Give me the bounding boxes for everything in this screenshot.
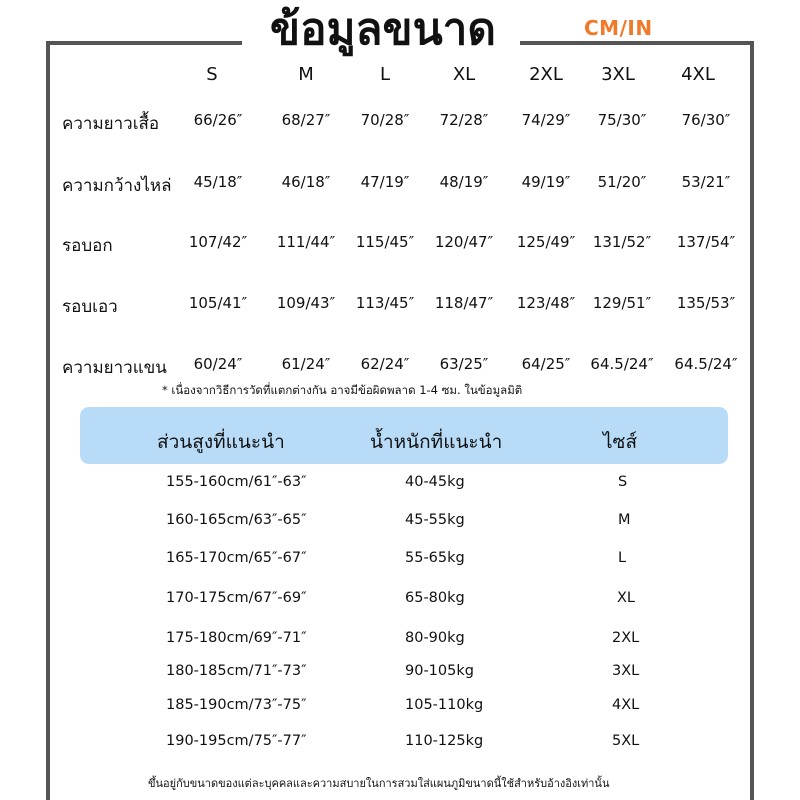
recommended-height: 180-185cm/71″-73″ — [166, 663, 307, 679]
measurement-value: 118/47″ — [434, 294, 494, 312]
measurement-value: 66/26″ — [193, 111, 243, 129]
size-header: L — [379, 64, 391, 85]
measurement-value: 63/25″ — [439, 355, 489, 373]
size-header: M — [298, 64, 314, 85]
recommended-weight: 105-110kg — [405, 697, 484, 713]
recommended-size: 5XL — [612, 733, 640, 749]
measurement-value: 125/49″ — [516, 233, 576, 251]
measurement-value: 53/21″ — [681, 173, 731, 191]
measurement-value: 75/30″ — [597, 111, 647, 129]
recommended-size: XL — [617, 590, 636, 606]
measurement-value: 131/52″ — [592, 233, 652, 251]
recommended-weight: 90-105kg — [405, 663, 474, 679]
measurement-value: 62/24″ — [360, 355, 410, 373]
measurement-value: 46/18″ — [281, 173, 331, 191]
recommended-size: 2XL — [612, 630, 640, 646]
measurement-value: 64.5/24″ — [674, 355, 738, 373]
recommended-height: 160-165cm/63″-65″ — [166, 512, 307, 528]
measurement-value: 47/19″ — [360, 173, 410, 191]
recommended-height: 175-180cm/69″-71″ — [166, 630, 307, 646]
measurement-value: 111/44″ — [276, 233, 336, 251]
recommended-height: 170-175cm/67″-69″ — [166, 590, 307, 606]
frame-top-right — [520, 41, 754, 45]
measurement-note: * เนื่องจากวิธีการวัดที่แตกต่างกัน อาจมีข้อผิดพลาด 1-4 ซม. ในข้อมูลมิติ — [162, 383, 523, 397]
measurement-value: 109/43″ — [276, 294, 336, 312]
recommended-size: M — [618, 512, 631, 528]
measurement-value: 61/24″ — [281, 355, 331, 373]
measurement-value: 113/45″ — [355, 294, 415, 312]
measurement-label: ความยาวแขน — [62, 358, 167, 378]
recommended-weight: 65-80kg — [405, 590, 465, 606]
measurement-value: 123/48″ — [516, 294, 576, 312]
recommended-weight: 55-65kg — [405, 550, 465, 566]
recommended-height: 190-195cm/75″-77″ — [166, 733, 307, 749]
recommended-size: S — [618, 474, 628, 490]
measurement-value: 48/19″ — [439, 173, 489, 191]
measurement-value: 60/24″ — [193, 355, 243, 373]
recommended-weight: 45-55kg — [405, 512, 465, 528]
unit-label: CM/IN — [584, 16, 653, 40]
measurement-value: 64.5/24″ — [590, 355, 654, 373]
recommended-height: 155-160cm/61″-63″ — [166, 474, 307, 490]
header-recommended-height: ส่วนสูงที่แนะนำ — [157, 431, 285, 453]
measurement-value: 51/20″ — [597, 173, 647, 191]
header-size: ไซส์ — [603, 431, 638, 453]
size-header: XL — [452, 64, 476, 85]
recommended-weight: 40-45kg — [405, 474, 465, 490]
measurement-value: 137/54″ — [676, 233, 736, 251]
measurement-value: 68/27″ — [281, 111, 331, 129]
measurement-value: 74/29″ — [521, 111, 571, 129]
measurement-value: 64/25″ — [521, 355, 571, 373]
recommended-weight: 110-125kg — [405, 733, 484, 749]
measurement-value: 120/47″ — [434, 233, 494, 251]
measurement-label: รอบเอว — [62, 297, 118, 317]
header-recommended-weight: น้ำหนักที่แนะนำ — [370, 431, 503, 453]
measurement-value: 76/30″ — [681, 111, 731, 129]
measurement-value: 115/45″ — [355, 233, 415, 251]
measurement-value: 70/28″ — [360, 111, 410, 129]
frame-left — [46, 41, 50, 800]
measurement-label: ความกว้างไหล่ — [62, 176, 172, 196]
recommended-size: 4XL — [612, 697, 640, 713]
measurement-value: 105/41″ — [188, 294, 248, 312]
recommended-height: 185-190cm/73″-75″ — [166, 697, 307, 713]
size-header: 2XL — [529, 64, 563, 85]
recommended-size: 3XL — [612, 663, 640, 679]
frame-top-left — [46, 41, 242, 45]
frame-right — [750, 41, 754, 800]
size-header: S — [206, 64, 218, 85]
measurement-value: 45/18″ — [193, 173, 243, 191]
recommended-weight: 80-90kg — [405, 630, 465, 646]
footer-disclaimer: ขึ้นอยู่กับขนาดของแต่ละบุคคลและความสบายในการสวมใส่แผนภูมิขนาดนี้ใช้สำหรับอ้างอิงเท่านั้น — [148, 777, 610, 790]
recommended-height: 165-170cm/65″-67″ — [166, 550, 307, 566]
size-header: 3XL — [601, 64, 635, 85]
measurement-value: 107/42″ — [188, 233, 248, 251]
measurement-value: 49/19″ — [521, 173, 571, 191]
measurement-label: ความยาวเสื้อ — [62, 114, 160, 134]
measurement-label: รอบอก — [62, 236, 113, 256]
page-title: ข้อมูลขนาด — [270, 4, 496, 55]
measurement-value: 129/51″ — [592, 294, 652, 312]
measurement-value: 135/53″ — [676, 294, 736, 312]
size-header: 4XL — [681, 64, 715, 85]
recommended-size: L — [618, 550, 627, 566]
measurement-value: 72/28″ — [439, 111, 489, 129]
